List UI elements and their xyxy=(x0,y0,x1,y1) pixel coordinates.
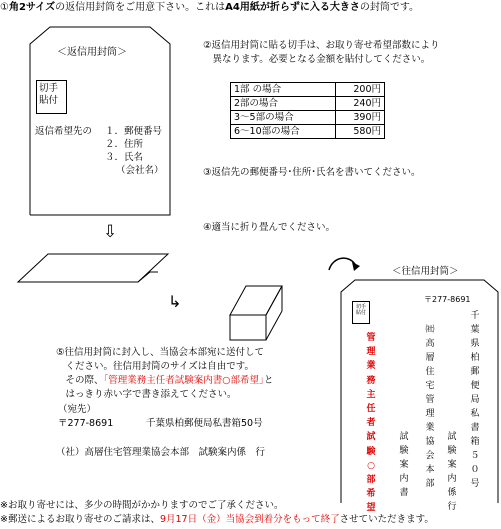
footer-line-2-start: ※郵送によるお取り寄せのご請求は、 xyxy=(0,514,160,525)
footer-line-1: ※お取り寄せには、多少の時間がかかりますのでご了承ください。 xyxy=(0,500,284,511)
dest-label: 返信希望先の xyxy=(35,126,93,137)
step5-line-4: はっきり赤い字で書き添えてください。 xyxy=(56,389,237,400)
header-prefix: ① xyxy=(0,2,9,13)
side-arrow-icon: ↳ xyxy=(168,292,182,311)
fee-price: 580円 xyxy=(336,125,385,139)
booklet-icon xyxy=(230,286,282,340)
fee-label: 1部 の場合 xyxy=(231,83,336,97)
outgoing-envelope-title: ＜往信用封筒＞ xyxy=(392,266,459,277)
footer-line-2-end: させていただきます。 xyxy=(339,514,434,525)
outgoing-extra-column-2: 書 xyxy=(399,488,409,498)
outgoing-address-column: 千葉県柏郵便局私書箱５０号 xyxy=(470,311,480,489)
step5-line-3-end: と xyxy=(263,375,274,386)
fee-price: 240円 xyxy=(336,97,385,111)
step2-line-2: 異なります。必要となる金額を貼付してください。 xyxy=(203,54,431,65)
send-label: （宛先） xyxy=(58,404,97,415)
outgoing-extra-column-1: 試験案内 xyxy=(399,432,409,484)
fee-label: 2部の場合 xyxy=(231,97,336,111)
fee-price: 390円 xyxy=(336,111,385,125)
step5-line-3-start: その際、 xyxy=(56,375,104,386)
header-mid: の返信用封筒をご用意下さい。これは xyxy=(55,2,226,13)
outgoing-zip: 〒277-8691 xyxy=(424,295,471,304)
dest-company: （会社名） xyxy=(116,165,164,176)
step5-line-3 xyxy=(56,375,273,387)
header-size: 角2サイズ xyxy=(8,2,56,13)
send-address: 千葉県柏郵便局私書箱50号 xyxy=(146,418,263,429)
folded-paper-icon xyxy=(18,254,168,282)
step5-highlight: ｢管理業務主任者試験案内書○部希望｣ xyxy=(103,375,264,386)
down-arrow-icon: ⇩ xyxy=(103,222,118,242)
stamp-line-2: 貼付 xyxy=(39,95,59,106)
step3-text: ③返信先の郵便番号･住所･氏名を書いてください。 xyxy=(203,167,421,178)
return-envelope-title: ＜返信用封筒＞ xyxy=(57,47,127,58)
dest-item-3: ３．氏名 xyxy=(105,152,144,163)
step4-text: ④適当に折り畳んでください。 xyxy=(203,222,336,233)
stamp-line-1: 切手 xyxy=(39,83,59,94)
send-zip: 〒277-8691 xyxy=(58,418,114,429)
fee-label: 6～10部の場合 xyxy=(231,125,336,139)
outgoing-stamp-box xyxy=(352,301,370,324)
footer-deadline: 9月17日（金）当協会到着分をもって終了 xyxy=(159,514,340,525)
header-suffix: の封筒です。 xyxy=(359,2,420,13)
outgoing-red-column: 管理業務主任者試験○部希望 xyxy=(366,333,376,514)
step2-line-1: ②返信用封筒に貼る切手は、お取り寄せ希望部数により xyxy=(203,40,440,51)
footer-line-2 xyxy=(0,514,434,526)
fee-price: 200円 xyxy=(336,83,385,97)
fee-label: 3～5部の場合 xyxy=(231,111,336,125)
outgoing-stamp-text: 切手貼付 xyxy=(356,304,367,316)
outgoing-org-column-2: 試験案内係 行 xyxy=(447,432,466,512)
dest-item-2: ２．住所 xyxy=(105,139,144,150)
send-org: （社）高層住宅管理業協会本部 試験案内係 行 xyxy=(56,447,266,458)
dest-item-1: １．郵便番号 xyxy=(105,126,163,137)
step5-line-2: ください。往信用封筒のサイズは自由です。 xyxy=(56,361,254,372)
curved-arrow-icon xyxy=(329,258,360,271)
outgoing-org-column-1: ㈳高層住宅管理業協会本部 xyxy=(425,325,435,489)
step5-line-1: ⑤往信用封筒に封入し、当協会本部宛に送付して xyxy=(56,347,265,358)
header-paper: A4用紙が折らずに入る大きさ xyxy=(225,2,360,13)
